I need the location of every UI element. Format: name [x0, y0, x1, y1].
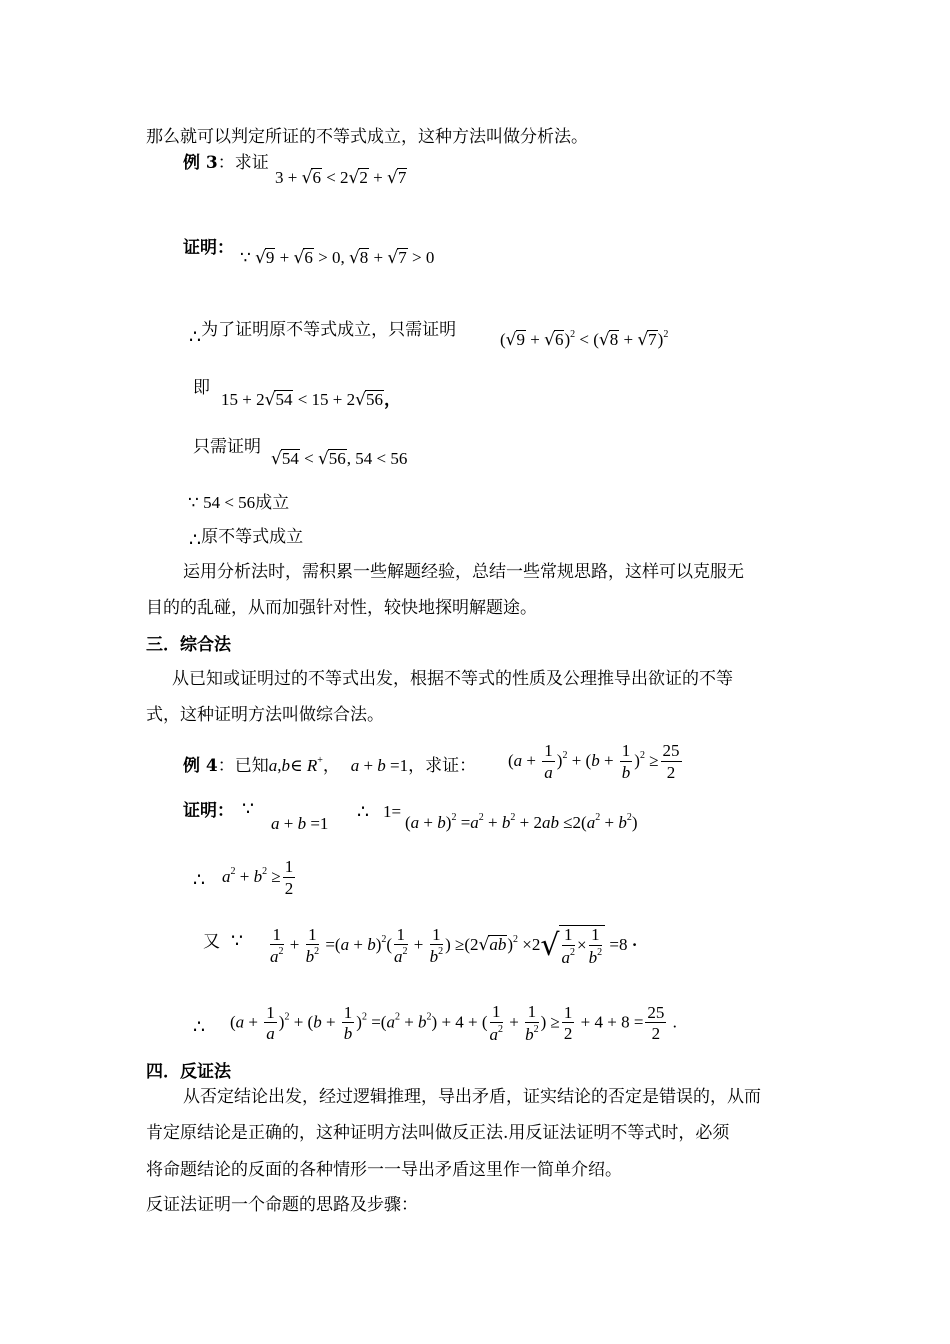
text-only-need: 为了证明原不等式成立，只需证明 — [201, 320, 457, 340]
math-one-equals: 1= — [383, 802, 402, 821]
example-prompt: ：求证 — [217, 153, 269, 173]
text-cheng-li: 成立 — [255, 493, 290, 513]
math-conclusion: (a + $\frac{1}{a}$ )$^2$ + (b + $\frac{1}{b}$ )$^2 =(a^2 + b^2) + 4$ + ( $\frac{1}{a^2}$ + $\frac{1}{b^2}$ ) ≥ $\frac{1}{2}$ + 4 + 8 = $\frac{25}{2}$ . — [230, 1002, 677, 1044]
text-yuan: 原不等式成立 — [201, 527, 304, 547]
paragraph-line: 从已知或证明过的不等式出发，根据不等式的性质及公理推导出欲证的不等 — [172, 669, 733, 689]
therefore-icon: ∴ — [357, 801, 370, 823]
text-you: 又 — [203, 932, 220, 952]
math-given: a + b =1 — [271, 814, 329, 833]
text-line: 那么就可以判定所证的不等式成立，这种方法叫做分析法。 — [146, 127, 588, 147]
example-prompt-2: ，求证： — [408, 756, 477, 776]
paragraph-line: 从否定结论出发，经过逻辑推理，导出矛盾，证实结论的否定是错误的，从而 — [183, 1087, 761, 1107]
therefore-icon: ∴ — [193, 1016, 206, 1038]
paragraph-line: 目的的乱碰，从而加强针对性，较快地探明解题途。 — [146, 598, 537, 618]
therefore-line — [189, 320, 457, 348]
math-proof-step-1: ∵ √9 + √6 > 0, √8 + √7 > 0 — [240, 248, 435, 268]
paragraph-line: 运用分析法时，需积累一些解题经验，总结一些常规思路，这样可以克服无 — [183, 562, 744, 582]
proof-label: 证明： — [183, 801, 234, 821]
because-icon: ∵ — [188, 493, 199, 513]
paragraph-line: 将命题结论的反面的各种情形一一导出矛盾这里作一简单介绍。 — [146, 1160, 622, 1180]
conclusion-line — [189, 527, 304, 551]
math-sum-squares: $a^2 + b^2$ ≥ $\frac{1}{2}$ — [222, 857, 294, 898]
math-expanded: 15 + 2√54 < 15 + 2√56， — [221, 390, 401, 410]
text-only-need-2: 只需证明 — [193, 437, 261, 457]
example-4-heading: 例 4：已知a,b∈ R+， a + b =1，求证： — [183, 755, 477, 776]
section-title: 四．反证法 — [146, 1062, 231, 1082]
math-ex3-statement: 3 + √6 < 2√2 + √7 — [275, 168, 407, 188]
math-expansion: $(a + b)^2 =a^2 + b^2 + 2ab \le 2(a^2 + b^2)$ — [405, 812, 638, 832]
proof-label: 证明： — [183, 238, 234, 258]
paragraph-line: 肯定原结论是正确的，这种证明方法叫做反正法.用反证法证明不等式时，必须 — [146, 1123, 730, 1143]
example-label: 例 4 — [183, 756, 218, 776]
math-squared-comparison: $(√9 + √6)^2 < (√8 + √7)^2$ — [500, 329, 669, 350]
paragraph-line: 式，这种证明方法叫做综合法。 — [146, 705, 384, 725]
math-ex4-statement: (a + $\frac{1}{a}$ )$^2$ + (b + $\frac{1}{b}$ )$^2$ ≥ $\frac{25}{2}$ — [508, 741, 680, 782]
example-3-heading — [183, 155, 269, 172]
therefore-icon: ∴ — [193, 869, 206, 891]
because-icon: ∵ — [242, 798, 255, 820]
math-reciprocal-sum: $\frac{1}{a^2}$ + $\frac{1}{b^2}$ $=(a + b)^2$( $\frac{1}{a^2}$ + $\frac{1}{b^2}$ ) $\ge(2√ab)^2 \times 2√$ $\frac{1}{a^2}$ × $\frac{1}{b^2}$ =8 · — [270, 924, 638, 967]
because-icon: ∵ — [231, 930, 244, 952]
example-label: 例 3 — [183, 153, 218, 173]
example-prompt: ：已知 — [217, 756, 269, 776]
text-ji: 即 — [193, 378, 210, 398]
paragraph-line: 反证法证明一个命题的思路及步骤： — [146, 1195, 418, 1215]
therefore-icon: ∴ — [189, 326, 202, 348]
because-line: ∵ 54 < 56成立 — [188, 493, 290, 513]
section-title: 三．综合法 — [146, 635, 231, 655]
math-reduced: √54 < √56, 54 < 56 — [271, 449, 408, 469]
therefore-icon: ∴ — [189, 529, 202, 551]
